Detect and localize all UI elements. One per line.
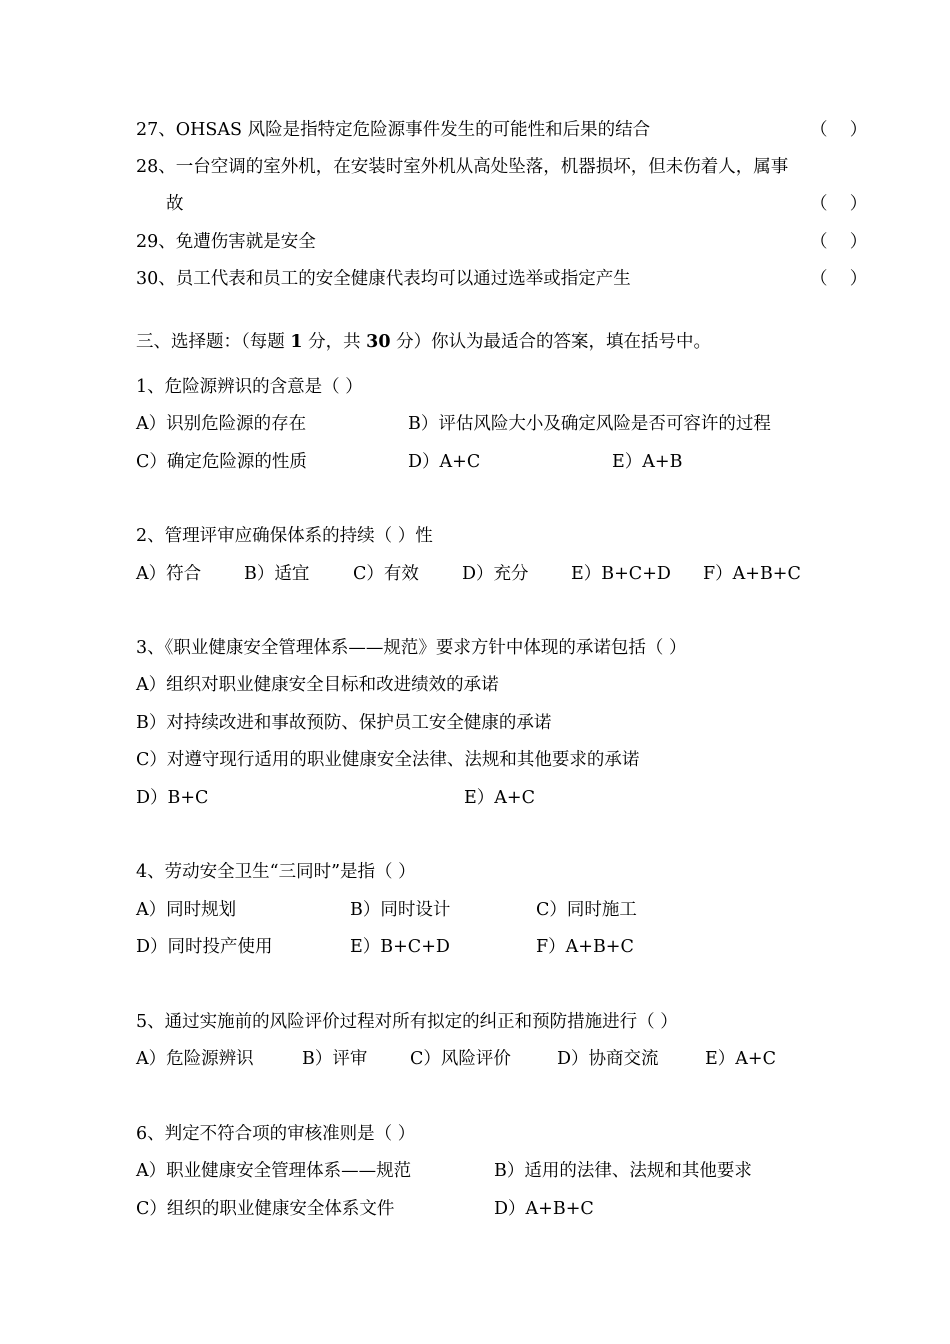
option-2f[interactable]: F）A+B+C: [703, 564, 801, 584]
option-5d[interactable]: D）协商交流: [557, 1049, 659, 1069]
option-6b[interactable]: B）适用的法律、法规和其他要求: [494, 1161, 752, 1181]
question-text: OHSAS 风险是指特定危险源事件发生的可能性和后果的结合: [175, 120, 651, 140]
option-2b[interactable]: B）适宜: [244, 564, 310, 584]
answer-bracket-30[interactable]: （ ）: [810, 269, 868, 289]
option-1b[interactable]: B）评估风险大小及确定风险是否可容许的过程: [408, 414, 771, 434]
tf-question-29: [136, 230, 316, 254]
option-3d[interactable]: D）B+C: [136, 788, 209, 808]
question-number: 27、: [136, 120, 176, 140]
heading-middle: 分，共: [302, 332, 367, 352]
option-5e[interactable]: E）A+C: [705, 1049, 776, 1069]
tf-question-27: [136, 118, 650, 142]
option-4c[interactable]: C）同时施工: [536, 900, 637, 920]
question-number: 29、: [136, 232, 176, 252]
option-4b[interactable]: B）同时设计: [350, 900, 451, 920]
option-6a[interactable]: A）职业健康安全管理体系——规范: [136, 1161, 412, 1181]
option-5c[interactable]: C）风险评价: [410, 1049, 511, 1069]
option-4f[interactable]: F）A+B+C: [536, 937, 634, 957]
mc-question-6: 6、判定不符合项的审核准则是（ ）: [136, 1124, 416, 1144]
option-3e[interactable]: E）A+C: [464, 788, 535, 808]
option-2d[interactable]: D）充分: [462, 564, 529, 584]
option-3b[interactable]: B）对持续改进和事故预防、保护员工安全健康的承诺: [136, 713, 552, 733]
option-2e[interactable]: E）B+C+D: [571, 564, 671, 584]
score-each: 1: [290, 332, 303, 352]
answer-bracket-27[interactable]: （ ）: [810, 120, 868, 140]
option-1c[interactable]: C）确定危险源的性质: [136, 452, 307, 472]
tf-question-28-continuation: 故: [166, 194, 184, 214]
mc-question-1: 1、危险源辨识的含意是（ ）: [136, 377, 363, 397]
mc-question-2: 2、管理评审应确保体系的持续（ ）性: [136, 526, 433, 546]
mc-question-5: 5、通过实施前的风险评价过程对所有拟定的纠正和预防措施进行（ ）: [136, 1012, 678, 1032]
option-5b[interactable]: B）评审: [302, 1049, 368, 1069]
mc-question-3: 3、《职业健康安全管理体系——规范》要求方针中体现的承诺包括（ ）: [136, 638, 687, 658]
heading-prefix: 三、选择题：（每题: [136, 332, 291, 352]
question-text: 一台空调的室外机，在安装时室外机从高处坠落，机器损坏，但未伤着人，属事: [175, 157, 789, 177]
option-6c[interactable]: C）组织的职业健康安全体系文件: [136, 1199, 395, 1219]
question-number: 30、: [136, 269, 176, 289]
answer-bracket-28[interactable]: （ ）: [810, 194, 868, 214]
option-3a[interactable]: A）组织对职业健康安全目标和改进绩效的承诺: [136, 675, 499, 695]
option-1e[interactable]: E）A+B: [612, 452, 683, 472]
mc-question-4: 4、劳动安全卫生“三同时”是指（ ）: [136, 862, 416, 882]
option-1d[interactable]: D）A+C: [408, 452, 481, 472]
score-total: 30: [366, 332, 391, 352]
heading-suffix: 分）你认为最适合的答案，填在括号中。: [390, 332, 712, 352]
option-4a[interactable]: A）同时规划: [136, 900, 237, 920]
question-text: 免遭伤害就是安全: [175, 232, 316, 252]
answer-bracket-29[interactable]: （ ）: [810, 232, 868, 252]
option-4d[interactable]: D）同时投产使用: [136, 937, 273, 957]
question-text: 员工代表和员工的安全健康代表均可以通过选举或指定产生: [175, 269, 631, 289]
option-3c[interactable]: C）对遵守现行适用的职业健康安全法律、法规和其他要求的承诺: [136, 750, 640, 770]
option-2c[interactable]: C）有效: [353, 564, 419, 584]
option-5a[interactable]: A）危险源辨识: [136, 1049, 254, 1069]
tf-question-30: [136, 267, 631, 291]
option-4e[interactable]: E）B+C+D: [350, 937, 450, 957]
question-number: 28、: [136, 157, 176, 177]
section-heading: [136, 330, 711, 354]
option-6d[interactable]: D）A+B+C: [494, 1199, 594, 1219]
option-1a[interactable]: A）识别危险源的存在: [136, 414, 307, 434]
option-2a[interactable]: A）符合: [136, 564, 202, 584]
tf-question-28: [136, 155, 788, 179]
